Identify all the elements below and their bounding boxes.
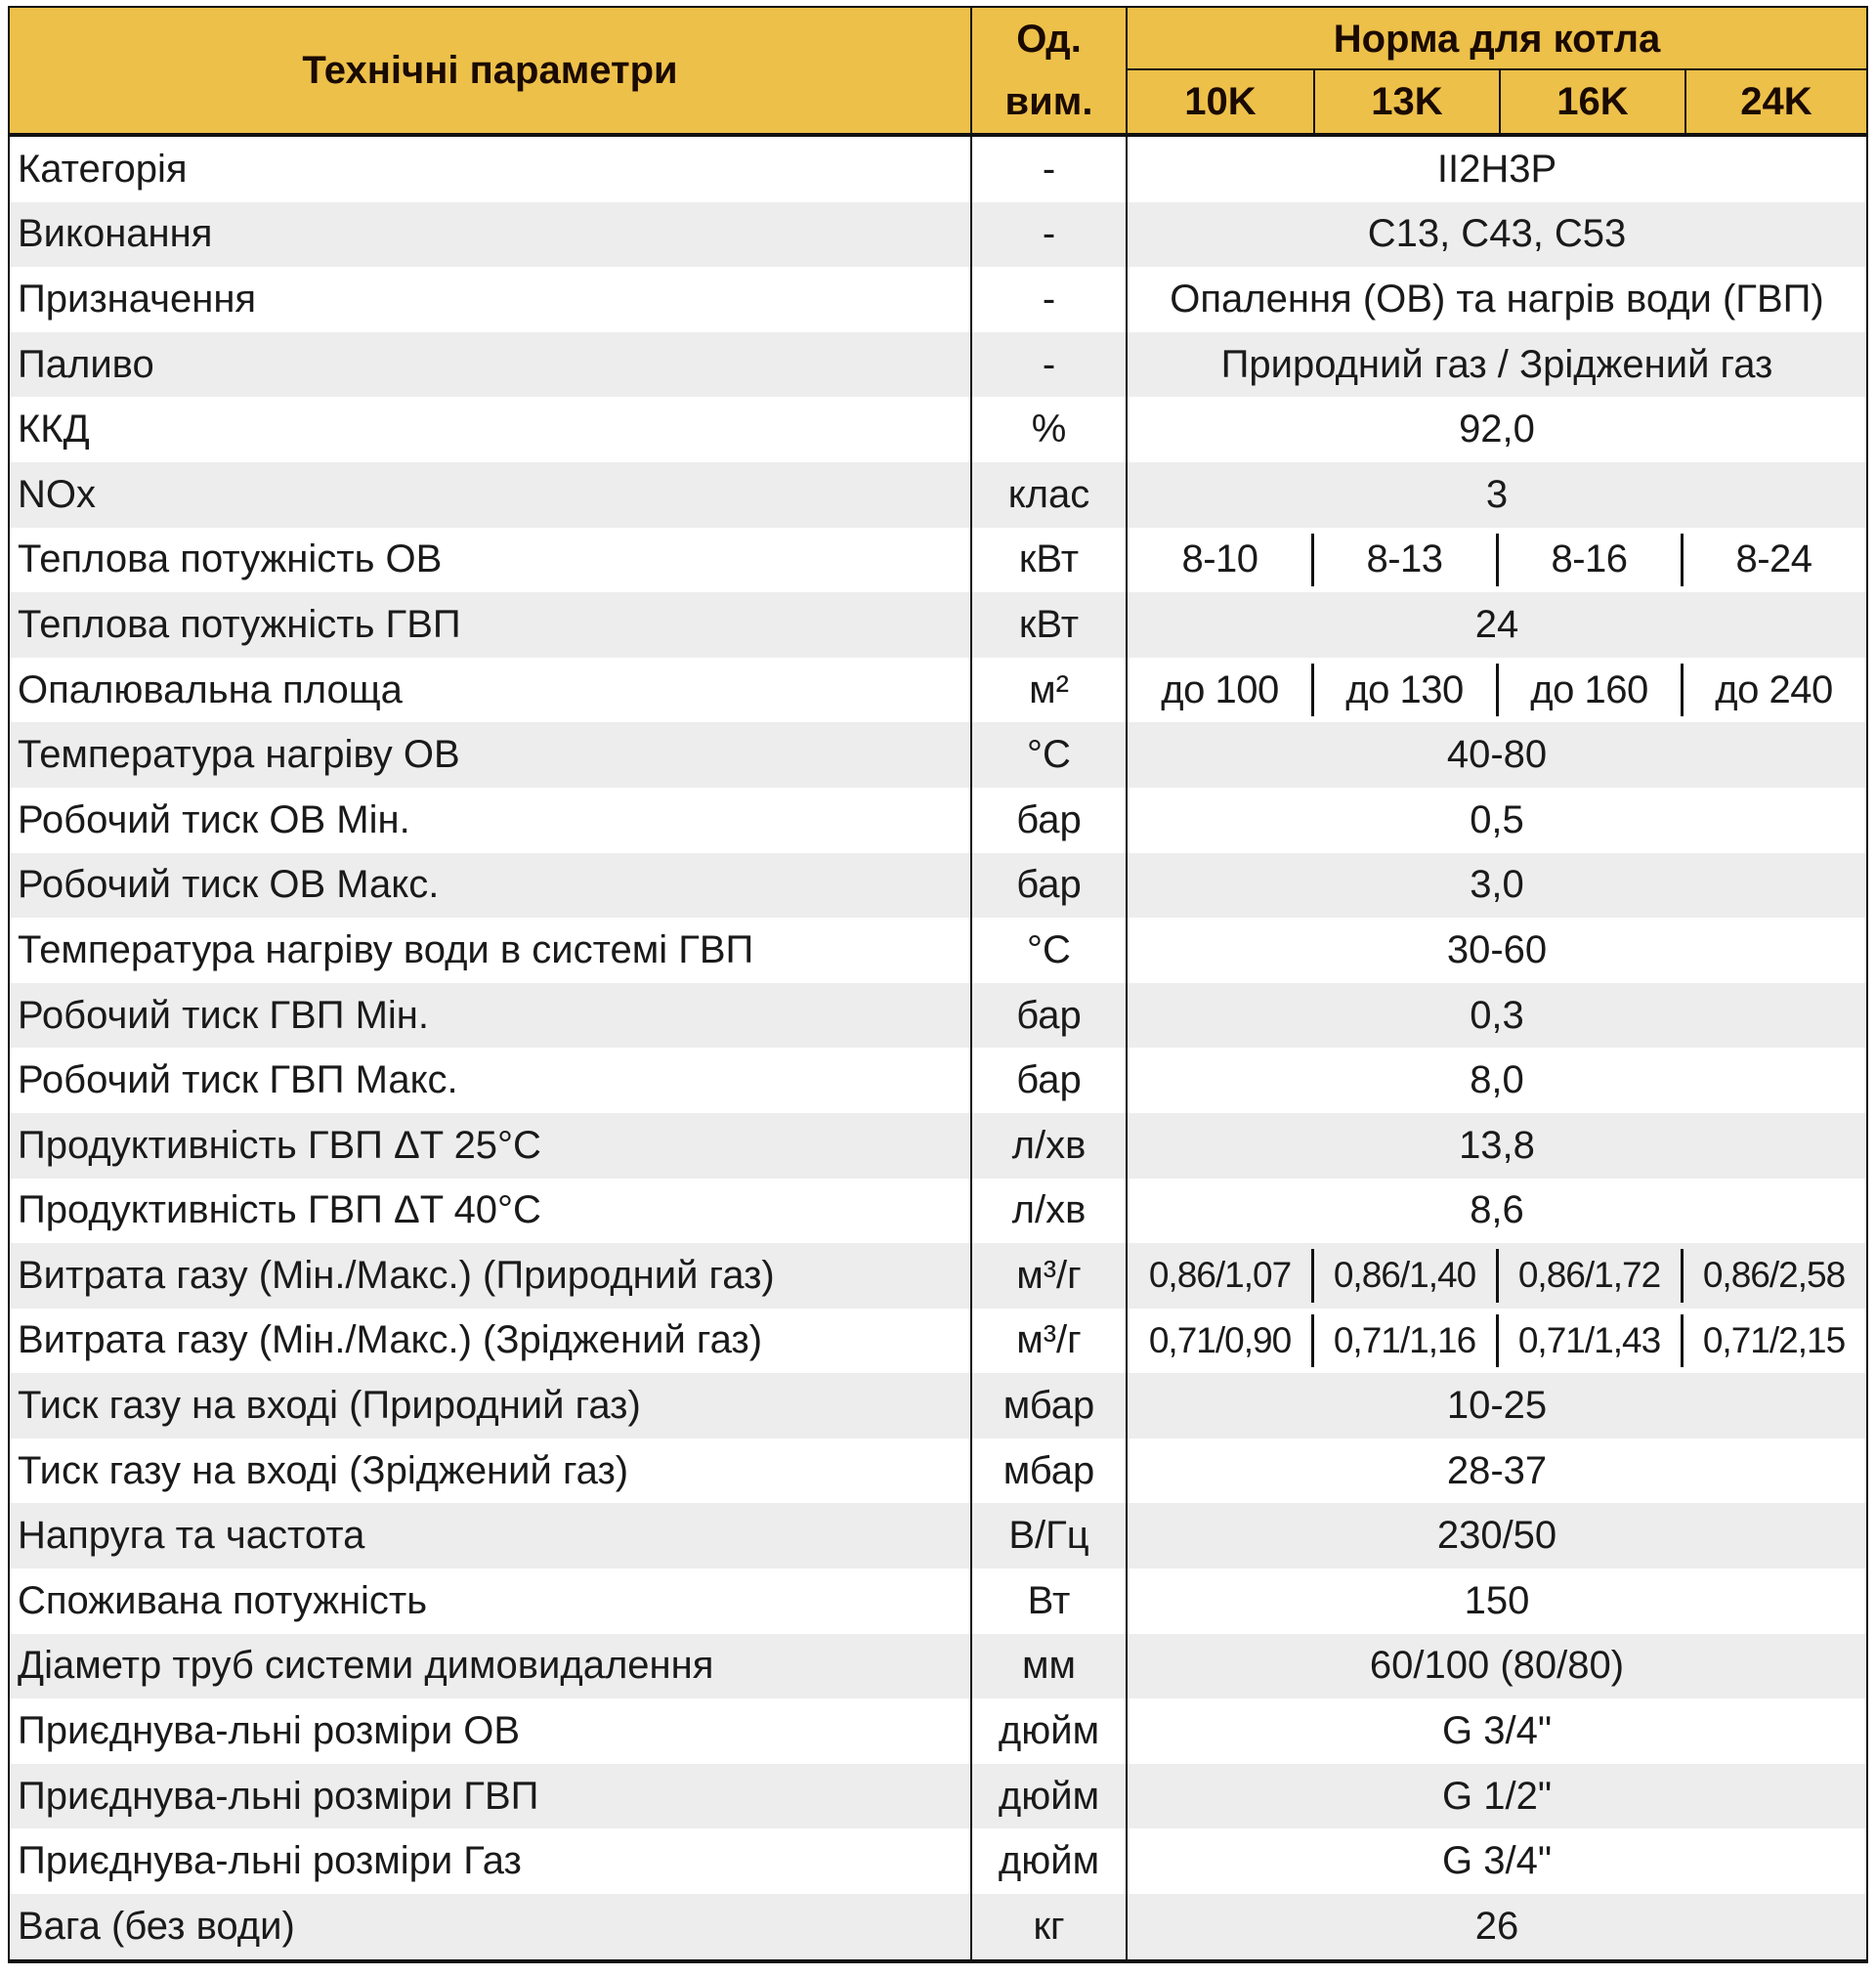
table-body: [8, 137, 1868, 1963]
header-unit-line1: Од.: [1016, 18, 1082, 61]
model-value: 0,86/1,07: [1148, 1255, 1292, 1296]
table-row: [10, 1113, 1866, 1179]
table-row: [10, 983, 1866, 1049]
model-values: [1126, 1243, 1866, 1309]
model-values: [1126, 528, 1866, 593]
model-value: до 130: [1312, 658, 1497, 723]
model-value: до 160: [1497, 658, 1682, 723]
param-name: Опалювальна площа: [18, 667, 403, 711]
model-value: 8-16: [1497, 528, 1682, 593]
header-model: 24K: [1740, 79, 1812, 123]
table-row: [10, 1179, 1866, 1244]
table-row: [10, 202, 1866, 268]
param-name: Теплова потужність ГВП: [18, 602, 461, 646]
param-value: 150: [1126, 1568, 1866, 1634]
param-unit: дюйм: [970, 1828, 1126, 1894]
table-row: [10, 1243, 1866, 1309]
param-unit: л/хв: [970, 1179, 1126, 1244]
table-row: [10, 1698, 1866, 1764]
model-value: до 100: [1161, 667, 1279, 711]
table-row: [10, 1568, 1866, 1634]
param-name: ККД: [18, 408, 90, 451]
param-value: G 3/4": [1126, 1698, 1866, 1764]
param-unit: м²: [970, 658, 1126, 723]
model-value: 0,86/1,40: [1312, 1243, 1497, 1309]
param-unit: мбар: [970, 1373, 1126, 1439]
param-value: 3: [1126, 462, 1866, 528]
param-value: 30-60: [1126, 918, 1866, 983]
table-row: [10, 1503, 1866, 1568]
param-unit: дюйм: [970, 1698, 1126, 1764]
table-row: [10, 1439, 1866, 1504]
model-value: 0,86/1,72: [1497, 1243, 1682, 1309]
param-name: Діаметр труб системи димовидалення: [18, 1644, 714, 1688]
param-name: Робочий тиск ГВП Мін.: [18, 993, 429, 1037]
model-value: 0,71/0,90: [1148, 1319, 1292, 1360]
param-value: 60/100 (80/80): [1126, 1634, 1866, 1699]
param-value: 10-25: [1126, 1373, 1866, 1439]
param-name: Вага (без води): [18, 1904, 295, 1948]
table-row: [10, 1309, 1866, 1374]
model-value: до 240: [1682, 658, 1866, 723]
param-name: Категорія: [18, 147, 188, 191]
model-value: 8-10: [1181, 537, 1258, 581]
table-row: [10, 462, 1866, 528]
table-row: [10, 1048, 1866, 1113]
table-row: [10, 1828, 1866, 1894]
param-value: G 1/2": [1126, 1764, 1866, 1829]
param-unit: Вт: [970, 1568, 1126, 1634]
param-value: 3,0: [1126, 853, 1866, 919]
param-unit: л/хв: [970, 1113, 1126, 1179]
param-value: 230/50: [1126, 1503, 1866, 1568]
param-unit: %: [970, 397, 1126, 462]
table-row: [10, 1373, 1866, 1439]
param-name: Витрата газу (Мін./Макс.) (Зріджений газ): [18, 1318, 763, 1362]
param-unit: -: [970, 332, 1126, 398]
table-row: [10, 722, 1866, 788]
param-name: Призначення: [18, 277, 257, 321]
param-name: Напруга та частота: [18, 1514, 365, 1558]
param-unit: -: [970, 267, 1126, 332]
param-name: Продуктивність ГВП ΔT 25°C: [18, 1123, 541, 1167]
header-model: 16K: [1556, 79, 1629, 123]
param-value: 40-80: [1126, 722, 1866, 788]
param-value: 0,5: [1126, 788, 1866, 853]
table-row: [10, 137, 1866, 202]
param-unit: бар: [970, 788, 1126, 853]
param-name: Тиск газу на вході (Природний газ): [18, 1384, 641, 1428]
param-name: Паливо: [18, 342, 154, 386]
param-name: Тиск газу на вході (Зріджений газ): [18, 1448, 629, 1492]
table-row: [10, 592, 1866, 658]
param-name: Витрата газу (Мін./Макс.) (Природний газ): [18, 1253, 775, 1297]
header-norm: Норма для котла: [1333, 18, 1661, 61]
param-name: Температура нагріву води в системі ГВП: [18, 927, 754, 971]
table-row: [10, 658, 1866, 723]
param-value: 0,3: [1126, 983, 1866, 1049]
model-value: 0,71/2,15: [1682, 1309, 1866, 1374]
table-row: [10, 1894, 1866, 1959]
header-model: 13K: [1371, 79, 1443, 123]
model-value: 8-24: [1682, 528, 1866, 593]
model-value: 0,71/1,43: [1497, 1309, 1682, 1374]
param-value: II2H3P: [1126, 137, 1866, 202]
param-name: Продуктивність ГВП ΔT 40°C: [18, 1188, 541, 1232]
param-unit: клас: [970, 462, 1126, 528]
spec-table: [8, 6, 1868, 1963]
param-value: 8,6: [1126, 1179, 1866, 1244]
param-unit: кВт: [970, 528, 1126, 593]
param-value: C13, C43, C53: [1126, 202, 1866, 268]
table-row: [10, 1764, 1866, 1829]
header-unit-line2: вим.: [1004, 80, 1093, 123]
table-header: [8, 6, 1868, 137]
param-unit: кг: [970, 1894, 1126, 1959]
header-unit: [972, 8, 1126, 133]
param-value: 26: [1126, 1894, 1866, 1959]
table-row: [10, 1634, 1866, 1699]
header-param: Технічні параметри: [302, 49, 678, 92]
table-row: [10, 397, 1866, 462]
param-unit: м³/г: [970, 1243, 1126, 1309]
param-name: Приєднува-льні розміри Газ: [18, 1839, 522, 1883]
param-name: Виконання: [18, 212, 213, 256]
param-unit: мбар: [970, 1439, 1126, 1504]
param-value: Опалення (ОВ) та нагрів води (ГВП): [1126, 267, 1866, 332]
param-name: Робочий тиск ОВ Мін.: [18, 797, 410, 841]
param-value: 28-37: [1126, 1439, 1866, 1504]
param-value: 8,0: [1126, 1048, 1866, 1113]
param-name: Приєднува-льні розміри ГВП: [18, 1774, 539, 1818]
table-row: [10, 528, 1866, 593]
param-unit: м³/г: [970, 1309, 1126, 1374]
table-row: [10, 918, 1866, 983]
param-name: Приєднува-льні розміри ОВ: [18, 1709, 521, 1753]
model-values: [1126, 1309, 1866, 1374]
param-name: Робочий тиск ГВП Макс.: [18, 1058, 458, 1102]
param-name: Температура нагріву ОВ: [18, 733, 460, 777]
param-value: 92,0: [1126, 397, 1866, 462]
table-row: [10, 267, 1866, 332]
param-unit: °C: [970, 722, 1126, 788]
param-name: Робочий тиск ОВ Макс.: [18, 863, 440, 907]
param-unit: В/Гц: [970, 1503, 1126, 1568]
param-unit: бар: [970, 1048, 1126, 1113]
param-name: NOx: [18, 472, 96, 516]
model-values: [1126, 658, 1866, 723]
param-unit: мм: [970, 1634, 1126, 1699]
param-unit: дюйм: [970, 1764, 1126, 1829]
param-unit: -: [970, 202, 1126, 268]
header-model: 10K: [1184, 79, 1257, 123]
param-name: Споживана потужність: [18, 1578, 428, 1622]
param-value: 24: [1126, 592, 1866, 658]
table-row: [10, 788, 1866, 853]
table-row: [10, 332, 1866, 398]
model-value: 8-13: [1312, 528, 1497, 593]
param-value: Природний газ / Зріджений газ: [1126, 332, 1866, 398]
param-unit: кВт: [970, 592, 1126, 658]
param-value: G 3/4": [1126, 1828, 1866, 1894]
param-unit: бар: [970, 853, 1126, 919]
param-value: 13,8: [1126, 1113, 1866, 1179]
param-name: Теплова потужність ОВ: [18, 537, 443, 581]
param-unit: бар: [970, 983, 1126, 1049]
table-row: [10, 853, 1866, 919]
model-value: 0,71/1,16: [1312, 1309, 1497, 1374]
param-unit: °C: [970, 918, 1126, 983]
model-value: 0,86/2,58: [1682, 1243, 1866, 1309]
param-unit: -: [970, 137, 1126, 202]
